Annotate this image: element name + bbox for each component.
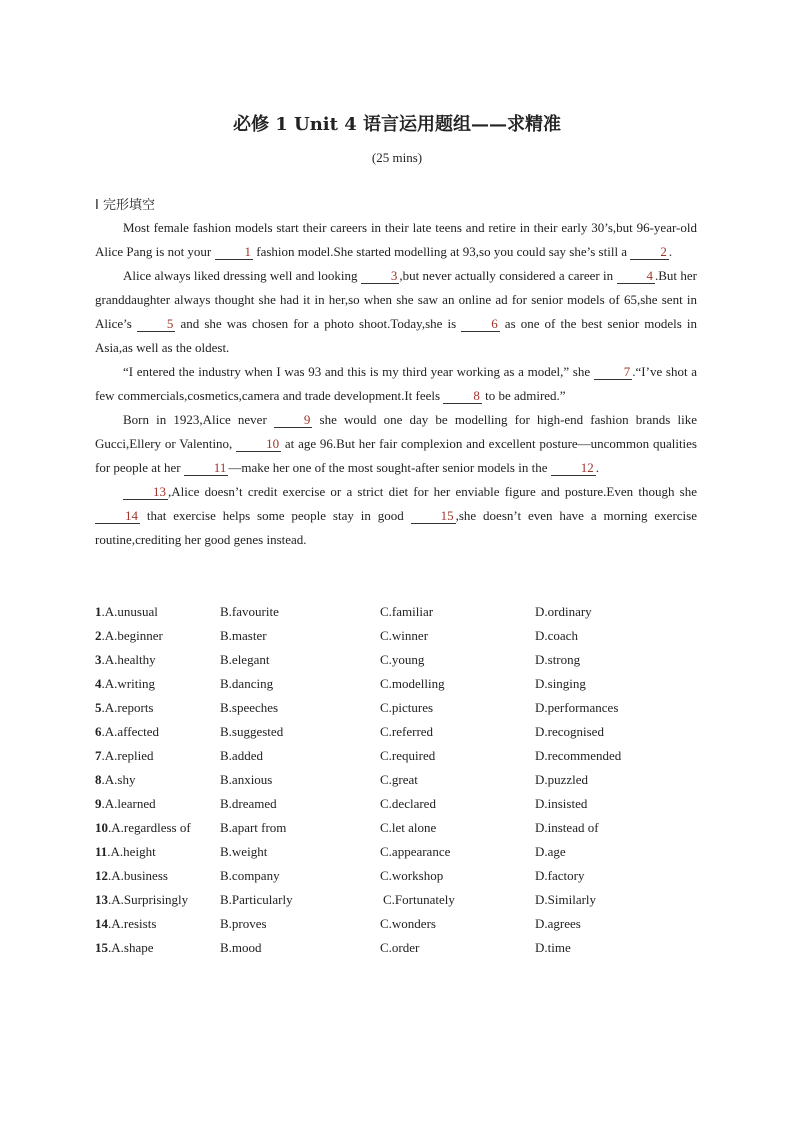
paragraph-1	[95, 216, 697, 264]
section-heading: Ⅰ 完形填空	[95, 198, 155, 213]
option-a-text: .A.height	[107, 844, 156, 859]
blank-11: 11	[184, 460, 229, 476]
paragraph-3	[95, 360, 697, 408]
option-c: C.workshop	[380, 868, 444, 883]
option-a	[95, 648, 156, 672]
option-c: C.winner	[380, 628, 429, 643]
question-number: 14	[95, 916, 108, 931]
option-b: B.master	[220, 628, 267, 643]
passage-text: as one of the best senior models in Asia,as well as the oldest.	[95, 316, 698, 355]
blank-1: 1	[215, 244, 254, 260]
option-b: B.elegant	[220, 652, 270, 667]
option-a	[95, 840, 156, 864]
question-8-options	[95, 768, 697, 792]
passage-text: to be admired.”	[481, 388, 566, 403]
option-d: D.Similarly	[535, 892, 597, 907]
question-6-options	[95, 720, 697, 744]
question-7-options	[95, 744, 697, 768]
option-b: B.added	[220, 748, 263, 763]
question-14-options	[95, 912, 697, 936]
blank-3: 3	[361, 268, 400, 284]
question-number: 11	[95, 844, 108, 859]
option-c: C.required	[380, 748, 436, 763]
blank-13: 13	[123, 484, 168, 500]
option-a-text: .A.affected	[101, 724, 160, 739]
option-d: D.coach	[535, 628, 578, 643]
option-a	[95, 888, 188, 912]
option-a-text: .A.beginner	[101, 628, 163, 643]
passage-text: —make her one of the most sought-after senior models in the	[228, 460, 551, 475]
option-a	[95, 864, 168, 888]
option-a	[95, 792, 156, 816]
option-a	[95, 768, 135, 792]
option-a-text: .A.resists	[108, 916, 157, 931]
question-15-options	[95, 936, 697, 960]
option-b: B.weight	[220, 844, 268, 859]
passage-text: fashion model.She started modelling at 93,so you could say she’s still a	[253, 244, 631, 259]
option-a	[95, 600, 158, 624]
option-a-text: .A.shy	[101, 772, 136, 787]
option-a	[95, 744, 153, 768]
option-b: B.company	[220, 868, 280, 883]
option-a-text: .A.writing	[101, 676, 155, 691]
passage-text: and she was chosen for a photo shoot.Today,she is	[175, 316, 462, 331]
option-d: D.strong	[535, 652, 581, 667]
option-a-text: .A.unusual	[101, 604, 158, 619]
option-b: B.anxious	[220, 772, 273, 787]
question-number: 2	[95, 628, 102, 643]
option-b: B.mood	[220, 940, 262, 955]
question-number: 15	[95, 940, 108, 955]
question-11-options	[95, 840, 697, 864]
question-3-options	[95, 648, 697, 672]
question-number: 1	[95, 604, 102, 619]
option-d: D.recommended	[535, 748, 622, 763]
question-number: 9	[95, 796, 102, 811]
option-d: D.singing	[535, 676, 586, 691]
passage-text: .	[595, 460, 599, 475]
passage-text: that exercise helps some people stay in good	[140, 508, 411, 523]
blank-9: 9	[274, 412, 313, 428]
passage-text: .But her granddaughter always thought she had it in her,so when she saw an online ad for senior models of 65,she sent in Alice’s	[95, 268, 697, 331]
option-d: D.time	[535, 940, 571, 955]
option-d: D.agrees	[535, 916, 581, 931]
option-d: D.ordinary	[535, 604, 592, 619]
option-b: B.proves	[220, 916, 267, 931]
blank-10: 10	[236, 436, 281, 452]
question-number: 7	[95, 748, 102, 763]
option-a-text: .A.Surprisingly	[108, 892, 189, 907]
option-d: D.performances	[535, 700, 619, 715]
passage-text: ,but never actually considered a career in	[399, 268, 617, 283]
option-c: C.great	[380, 772, 418, 787]
option-d: D.age	[535, 844, 566, 859]
option-c: C.order	[380, 940, 420, 955]
option-b: B.speeches	[220, 700, 279, 715]
option-b: B.Particularly	[220, 892, 293, 907]
question-number: 4	[95, 676, 102, 691]
passage-text: “I entered the industry when I was 93 and this is my third year working as a model,” she	[123, 364, 594, 379]
option-b: B.apart from	[220, 820, 287, 835]
option-c: C.referred	[380, 724, 434, 739]
passage-text: at age 96.But her fair complexion and excellent posture—uncommon qualities for people at her	[95, 436, 697, 475]
question-5-options	[95, 696, 697, 720]
passage-text: .“I’ve shot a few commercials,cosmetics,camera and trade development.It feels	[95, 364, 698, 403]
option-c: C.familiar	[380, 604, 434, 619]
option-a	[95, 672, 155, 696]
cloze-passage	[95, 216, 697, 552]
blank-5: 5	[137, 316, 176, 332]
option-a	[95, 720, 159, 744]
option-a-text: .A.reports	[101, 700, 154, 715]
option-d: D.recognised	[535, 724, 604, 739]
question-10-options	[95, 816, 697, 840]
option-b: B.suggested	[220, 724, 284, 739]
option-a-text: .A.learned	[101, 796, 156, 811]
question-13-options	[95, 888, 697, 912]
question-12-options	[95, 864, 697, 888]
option-a	[95, 696, 154, 720]
question-number: 10	[95, 820, 108, 835]
option-a-text: .A.healthy	[101, 652, 156, 667]
question-1-options	[95, 600, 697, 624]
question-number: 5	[95, 700, 102, 715]
passage-text: .	[668, 244, 673, 259]
option-a-text: .A.replied	[101, 748, 154, 763]
option-c: C.let alone	[380, 820, 437, 835]
question-number: 6	[95, 724, 102, 739]
option-d: D.factory	[535, 868, 585, 883]
options-list	[95, 600, 697, 960]
option-b: B.dreamed	[220, 796, 277, 811]
option-c: C.young	[380, 652, 425, 667]
option-d: D.insisted	[535, 796, 588, 811]
question-number: 3	[95, 652, 102, 667]
passage-text: Born in 1923,Alice never	[123, 412, 274, 427]
page-title: 必修 1 Unit 4 语言运用题组——求精准	[232, 114, 562, 135]
option-d: D.puzzled	[535, 772, 589, 787]
blank-4: 4	[617, 268, 656, 284]
option-c: C.modelling	[380, 676, 445, 691]
paragraph-5	[95, 480, 697, 552]
option-b: B.dancing	[220, 676, 274, 691]
question-number: 12	[95, 868, 108, 883]
option-a	[95, 936, 154, 960]
blank-14: 14	[95, 508, 140, 524]
blank-15: 15	[411, 508, 456, 524]
passage-text: she would one day be modelling for high-end fashion brands like Gucci,Ellery or Valentino,	[95, 412, 697, 451]
blank-6: 6	[461, 316, 500, 332]
question-9-options	[95, 792, 697, 816]
option-a	[95, 816, 191, 840]
time-limit: (25 mins)	[371, 150, 423, 165]
option-a	[95, 912, 156, 936]
passage-text: Most female fashion models start their careers in their late teens and retire in their early 30’s,but 96-year-old Alice Pang is not your	[95, 220, 697, 259]
passage-text: ,Alice doesn’t credit exercise or a strict diet for her enviable figure and posture.Even though she	[168, 484, 697, 499]
option-b: B.favourite	[220, 604, 279, 619]
option-a-text: .A.shape	[108, 940, 154, 955]
question-number: 8	[95, 772, 102, 787]
blank-8: 8	[443, 388, 482, 404]
question-2-options	[95, 624, 697, 648]
option-a-text: .A.regardless of	[108, 820, 191, 835]
blank-2: 2	[630, 244, 669, 260]
paragraph-2	[95, 264, 697, 360]
question-number: 13	[95, 892, 108, 907]
option-d: D.instead of	[535, 820, 599, 835]
option-a	[95, 624, 163, 648]
blank-12: 12	[551, 460, 596, 476]
option-c: C.wonders	[380, 916, 436, 931]
passage-text: ,she doesn’t even have a morning exercise routine,crediting her good genes instead.	[95, 508, 697, 547]
paragraph-4	[95, 408, 697, 480]
option-c: C.declared	[380, 796, 436, 811]
blank-7: 7	[594, 364, 633, 380]
option-c: C.appearance	[380, 844, 451, 859]
option-a-text: .A.business	[108, 868, 168, 883]
question-4-options	[95, 672, 697, 696]
option-c: C.Fortunately	[383, 892, 455, 907]
passage-text: Alice always liked dressing well and looking	[123, 268, 361, 283]
option-c: C.pictures	[380, 700, 434, 715]
